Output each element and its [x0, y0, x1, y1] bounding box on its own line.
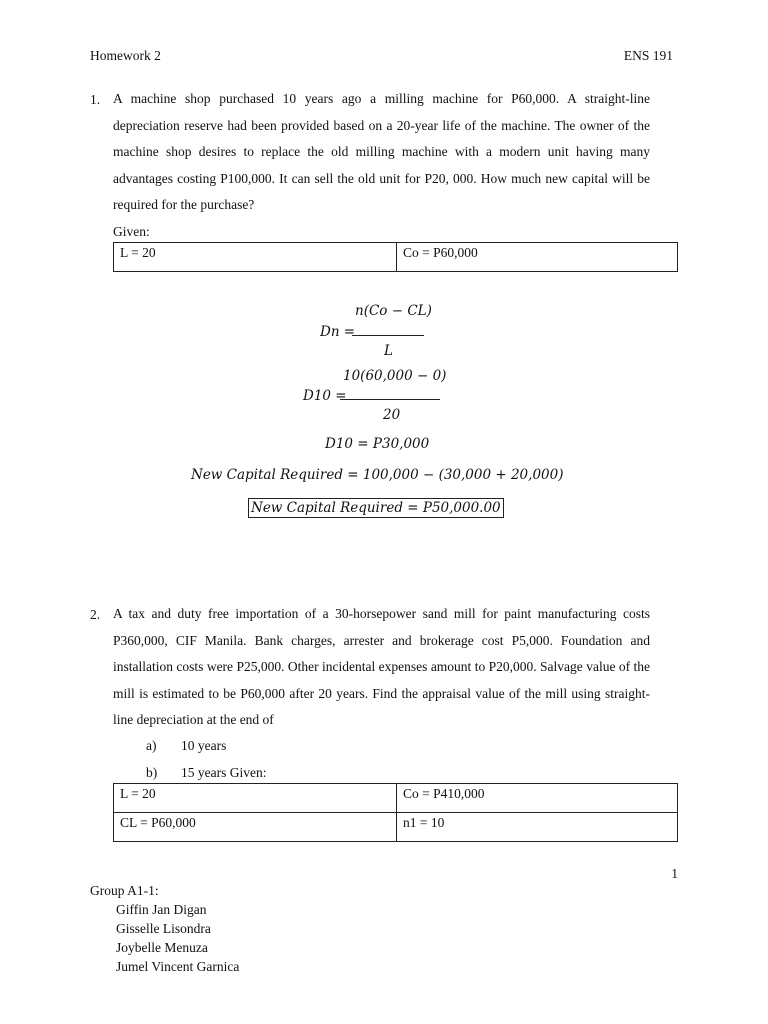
dn-lhs: Dn = — [320, 324, 356, 340]
d10-fraction-bar — [340, 399, 440, 400]
item-b-letter: b) — [146, 765, 158, 780]
d10-denominator: 20 — [383, 407, 401, 423]
page-number: 1 — [671, 866, 678, 881]
group-member: Joybelle Menuza — [116, 940, 208, 955]
group-member: Gisselle Lisondra — [116, 921, 211, 936]
item-a-letter: a) — [146, 738, 157, 753]
capital-result-box: New Capital Required = P50,000.00 — [248, 498, 504, 518]
item-a-text: 10 years — [181, 738, 227, 753]
question-2-given-table — [113, 783, 678, 842]
dn-numerator: n(Co − CL) — [355, 303, 432, 319]
d10-result: D10 = P30,000 — [325, 436, 430, 452]
header-course: ENS 191 — [623, 48, 673, 63]
question-2-number: 2. — [90, 607, 101, 622]
group-member: Jumel Vincent Garnica — [116, 959, 240, 974]
given-cell: Co = P60,000 — [397, 243, 678, 272]
dn-denominator: L — [384, 343, 393, 359]
question-1-given-label: Given: — [113, 224, 150, 239]
given-cell: L = 20 — [114, 784, 397, 813]
question-1-text: A machine shop purchased 10 years ago a milling machine for P60,000. A straight-line depreciation reserve had been provided based on a 20-year life of the machine. The owner of the machine shop desires to replace the old milling machine with a modern unit having many advantages costing P100,000. It can sell the old unit for P20, 000. How much new capital will be required for the purchase? — [113, 91, 650, 212]
d10-lhs: D10 = — [303, 388, 347, 404]
capital-equation: New Capital Required = 100,000 − (30,000 + 20,000) — [191, 467, 564, 483]
header-title: Homework 2 — [90, 48, 161, 63]
question-2-text: A tax and duty free importation of a 30-horsepower sand mill for paint manufacturing costs P360,000, CIF Manila. Bank charges, arrester and brokerage cost P5,000. Foundation and installation costs were P25,000. Other incidental expenses amount to P20,000. Salvage value of the mill is estimated to be P60,000 after 20 years. Find the appraisal value of the mill using straight-line depreciation at the end of — [113, 606, 650, 727]
item-b-text: 15 years Given: — [181, 765, 267, 780]
d10-numerator: 10(60,000 − 0) — [343, 368, 447, 384]
group-member: Giffin Jan Digan — [116, 902, 207, 917]
given-cell: Co = P410,000 — [397, 784, 678, 813]
dn-fraction-bar — [352, 335, 424, 336]
group-label: Group A1-1: — [90, 883, 159, 898]
given-cell: n1 = 10 — [397, 813, 678, 842]
given-cell: CL = P60,000 — [114, 813, 397, 842]
given-cell: L = 20 — [114, 243, 397, 272]
question-1-number: 1. — [90, 92, 101, 107]
question-1-given-table — [113, 242, 678, 272]
